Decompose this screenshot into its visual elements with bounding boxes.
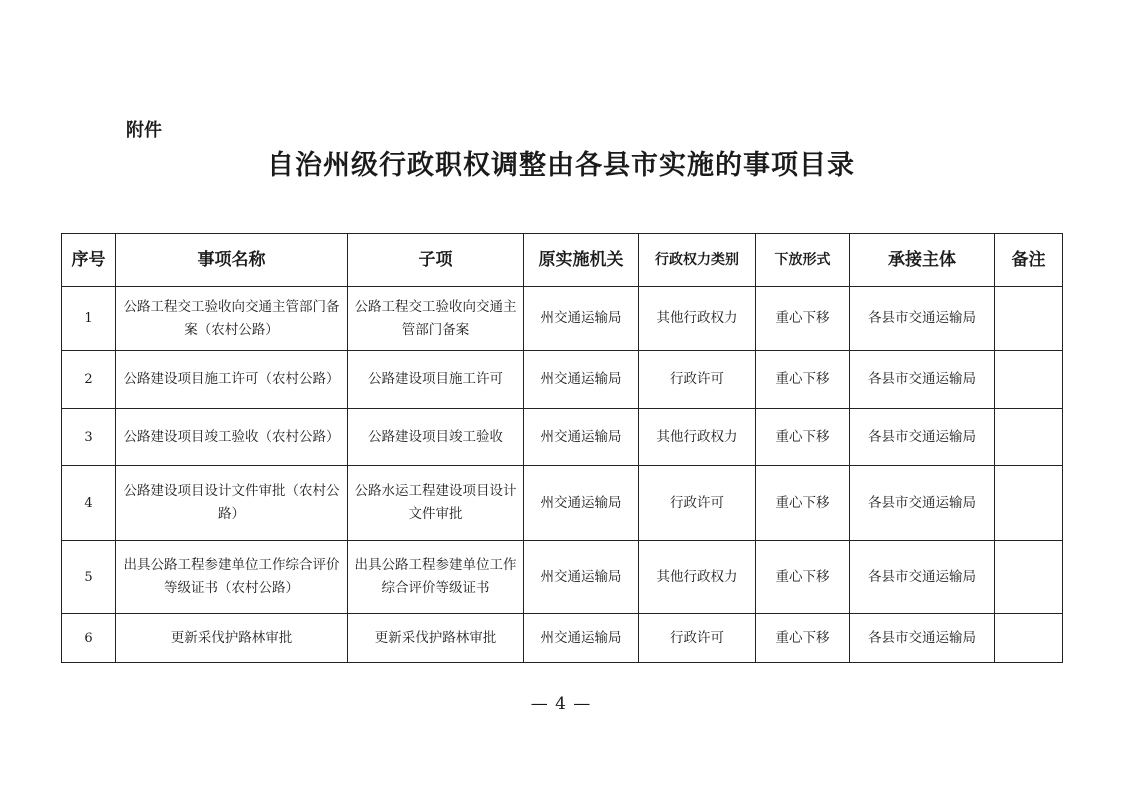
cell-seq: 4 [62, 466, 116, 541]
table-row [62, 614, 1063, 663]
cell-seq: 3 [62, 409, 116, 466]
cell-delegation-form: 重心下移 [756, 541, 850, 614]
cell-item-name: 公路建设项目施工许可（农村公路） [116, 351, 348, 409]
header-receiver: 承接主体 [850, 234, 995, 287]
cell-power-type: 其他行政权力 [639, 287, 756, 351]
cell-power-type: 其他行政权力 [639, 409, 756, 466]
header-note: 备注 [995, 234, 1063, 287]
cell-note [995, 541, 1063, 614]
cell-receiver: 各县市交通运输局 [850, 287, 995, 351]
cell-original-org: 州交通运输局 [524, 614, 639, 663]
cell-original-org: 州交通运输局 [524, 351, 639, 409]
page-number: — 4 — [530, 694, 592, 714]
cell-receiver: 各县市交通运输局 [850, 614, 995, 663]
header-power-type: 行政权力类别 [639, 234, 756, 287]
cell-seq: 6 [62, 614, 116, 663]
cell-delegation-form: 重心下移 [756, 409, 850, 466]
cell-sub-item: 公路工程交工验收向交通主管部门备案 [348, 287, 524, 351]
cell-receiver: 各县市交通运输局 [850, 541, 995, 614]
document-title: 自治州级行政职权调整由各县市实施的事项目录 [267, 150, 855, 181]
cell-original-org: 州交通运输局 [524, 541, 639, 614]
cell-sub-item: 公路建设项目竣工验收 [348, 409, 524, 466]
cell-note [995, 351, 1063, 409]
header-sub-item: 子项 [348, 234, 524, 287]
table-row [62, 287, 1063, 351]
cell-sub-item: 公路水运工程建设项目设计文件审批 [348, 466, 524, 541]
cell-note [995, 287, 1063, 351]
cell-seq: 5 [62, 541, 116, 614]
cell-power-type: 行政许可 [639, 466, 756, 541]
cell-delegation-form: 重心下移 [756, 351, 850, 409]
catalog-table [61, 233, 1063, 663]
cell-receiver: 各县市交通运输局 [850, 409, 995, 466]
header-delegation-form: 下放形式 [756, 234, 850, 287]
attachment-label: 附件 [126, 120, 162, 141]
table-row [62, 351, 1063, 409]
cell-original-org: 州交通运输局 [524, 409, 639, 466]
cell-item-name: 公路工程交工验收向交通主管部门备案（农村公路） [116, 287, 348, 351]
cell-item-name: 更新采伐护路林审批 [116, 614, 348, 663]
table-row [62, 466, 1063, 541]
cell-receiver: 各县市交通运输局 [850, 466, 995, 541]
cell-delegation-form: 重心下移 [756, 466, 850, 541]
cell-note [995, 614, 1063, 663]
cell-original-org: 州交通运输局 [524, 287, 639, 351]
cell-power-type: 其他行政权力 [639, 541, 756, 614]
cell-sub-item: 更新采伐护路林审批 [348, 614, 524, 663]
cell-sub-item: 出具公路工程参建单位工作综合评价等级证书 [348, 541, 524, 614]
cell-delegation-form: 重心下移 [756, 614, 850, 663]
cell-power-type: 行政许可 [639, 614, 756, 663]
table-row [62, 409, 1063, 466]
cell-power-type: 行政许可 [639, 351, 756, 409]
cell-item-name: 公路建设项目竣工验收（农村公路） [116, 409, 348, 466]
header-seq: 序号 [62, 234, 116, 287]
cell-seq: 1 [62, 287, 116, 351]
cell-item-name: 公路建设项目设计文件审批（农村公路） [116, 466, 348, 541]
cell-receiver: 各县市交通运输局 [850, 351, 995, 409]
header-original-org: 原实施机关 [524, 234, 639, 287]
cell-note [995, 409, 1063, 466]
cell-note [995, 466, 1063, 541]
cell-item-name: 出具公路工程参建单位工作综合评价等级证书（农村公路） [116, 541, 348, 614]
cell-delegation-form: 重心下移 [756, 287, 850, 351]
cell-sub-item: 公路建设项目施工许可 [348, 351, 524, 409]
table-header-row [62, 234, 1063, 287]
cell-original-org: 州交通运输局 [524, 466, 639, 541]
cell-seq: 2 [62, 351, 116, 409]
table-row [62, 541, 1063, 614]
header-item-name: 事项名称 [116, 234, 348, 287]
